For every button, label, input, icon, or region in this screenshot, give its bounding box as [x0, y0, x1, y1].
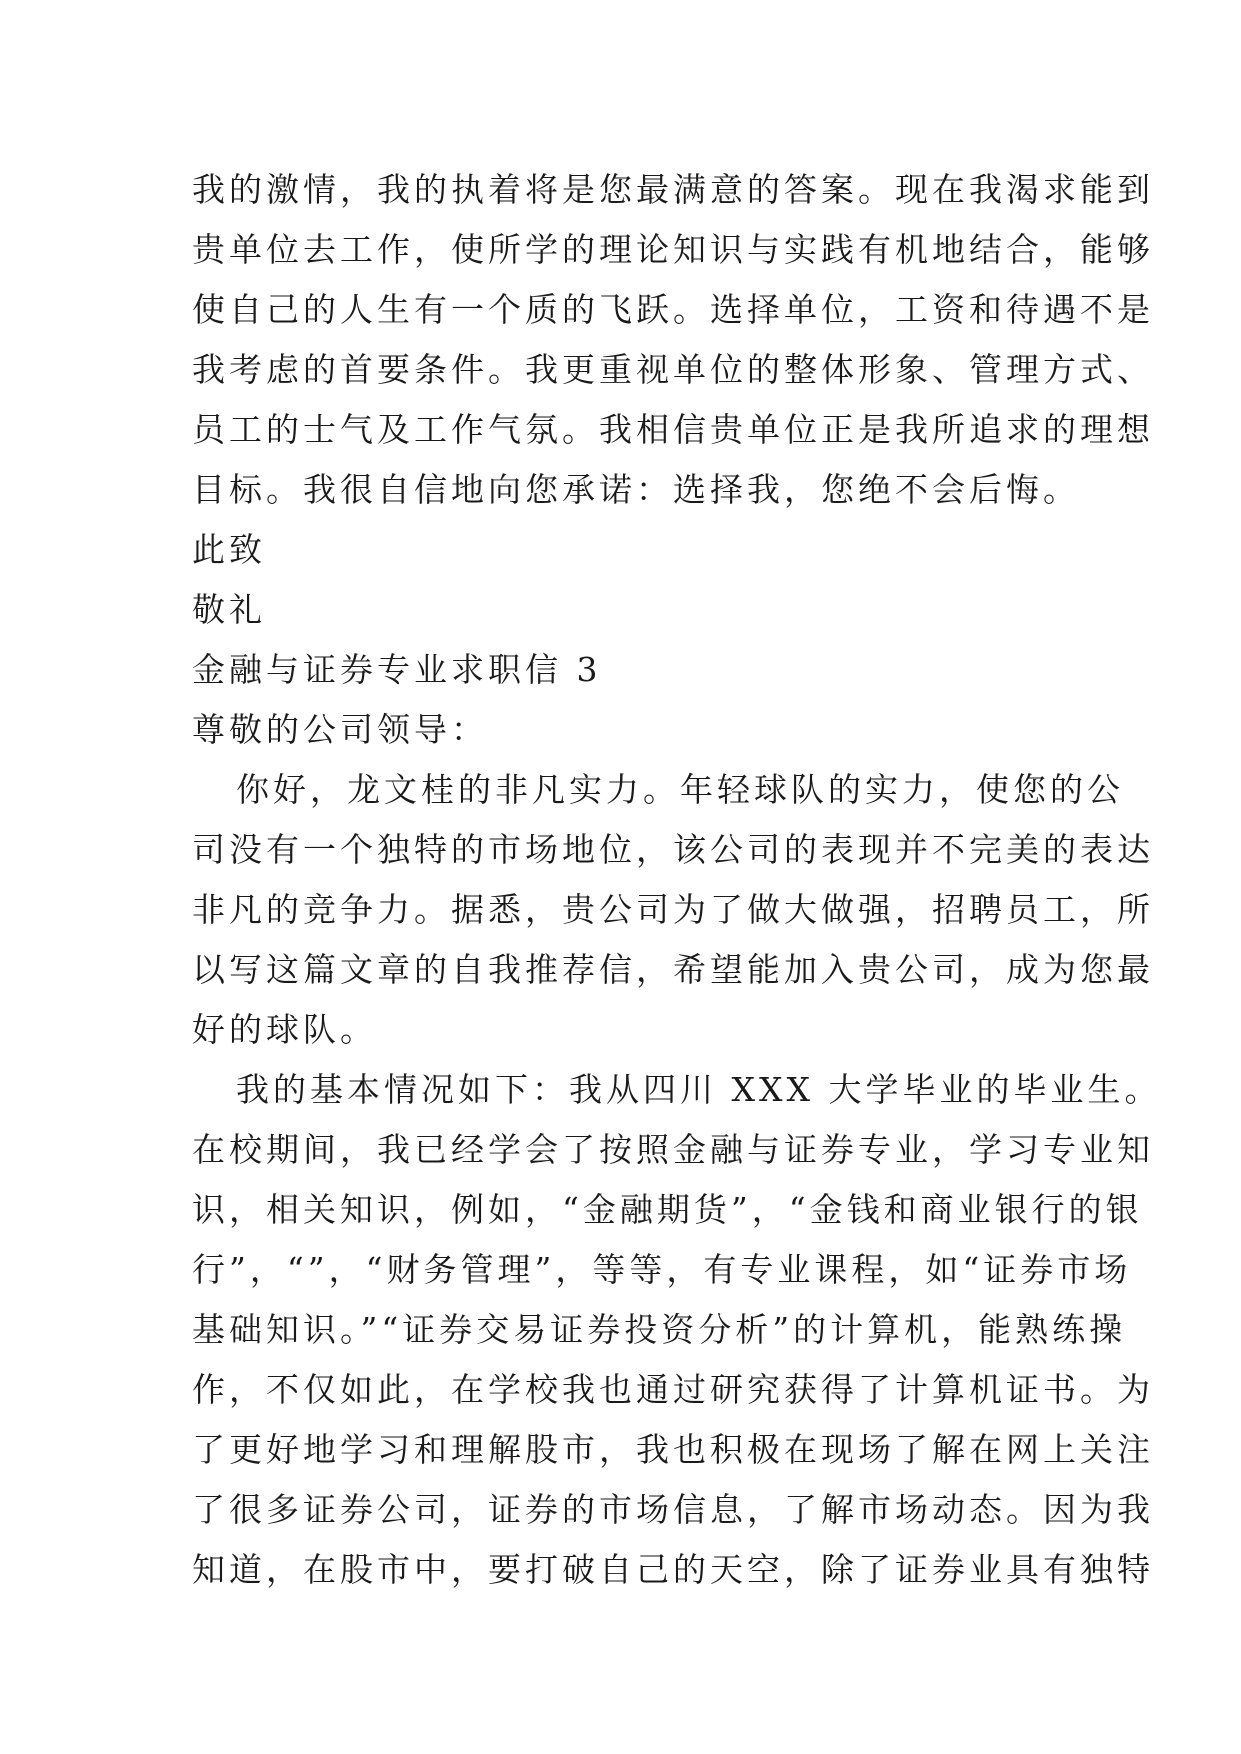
paragraph-line: 员工的士气及工作气氛。我相信贵单位正是我所追求的理想 — [192, 410, 1154, 449]
paragraph-line: 在校期间，我已经学会了按照金融与证券专业，学习专业知 — [192, 1130, 1154, 1169]
paragraph-line: 以写这篇文章的自我推荐信，希望能加入贵公司，成为您最 — [192, 950, 1154, 989]
paragraph-line: 司没有一个独特的市场地位，该公司的表现并不完美的表达 — [192, 830, 1154, 869]
paragraph-line: 基础知识。”“证券交易证券投资分析”的计算机，能熟练操 — [192, 1310, 1127, 1349]
paragraph-line: 我考虑的首要条件。我更重视单位的整体形象、管理方式、 — [192, 350, 1154, 389]
closing-line: 此致 — [192, 530, 266, 569]
paragraph-line: 我的基本情况如下：我从四川 XXX 大学毕业的毕业生。 — [236, 1070, 1162, 1109]
paragraph-line: 目标。我很自信地向您承诺：选择我，您绝不会后悔。 — [192, 470, 1080, 509]
paragraph-line: 识，相关知识，例如，“金融期货”，“金钱和商业银行的银 — [192, 1190, 1143, 1229]
paragraph-line: 作，不仅如此，在学校我也通过研究获得了计算机证书。为 — [192, 1370, 1154, 1409]
paragraph-line: 非凡的竞争力。据悉，贵公司为了做大做强，招聘员工，所 — [192, 890, 1154, 929]
closing-salutation: 敬礼 — [192, 590, 266, 629]
paragraph-line: 我的激情，我的执着将是您最满意的答案。现在我渴求能到 — [192, 170, 1154, 209]
greeting: 尊敬的公司领导： — [192, 710, 488, 749]
paragraph-line: 了很多证券公司，证券的市场信息，了解市场动态。因为我 — [192, 1490, 1154, 1529]
paragraph-line: 贵单位去工作，使所学的理论知识与实践有机地结合，能够 — [192, 230, 1154, 269]
paragraph-line: 知道，在股市中，要打破自己的天空，除了证券业具有独特 — [192, 1550, 1154, 1589]
paragraph-line: 使自己的人生有一个质的飞跃。选择单位，工资和待遇不是 — [192, 290, 1154, 329]
paragraph-line: 了更好地学习和理解股市，我也积极在现场了解在网上关注 — [192, 1430, 1154, 1469]
section-title: 金融与证券专业求职信 3 — [192, 650, 602, 689]
document-body — [192, 160, 1162, 1600]
paragraph-line: 好的球队。 — [192, 1010, 377, 1049]
paragraph-line: 行”，“”，“财务管理”，等等，有专业课程，如“证券市场 — [192, 1250, 1132, 1289]
paragraph-line: 你好，龙文桂的非凡实力。年轻球队的实力，使您的公 — [236, 770, 1124, 809]
